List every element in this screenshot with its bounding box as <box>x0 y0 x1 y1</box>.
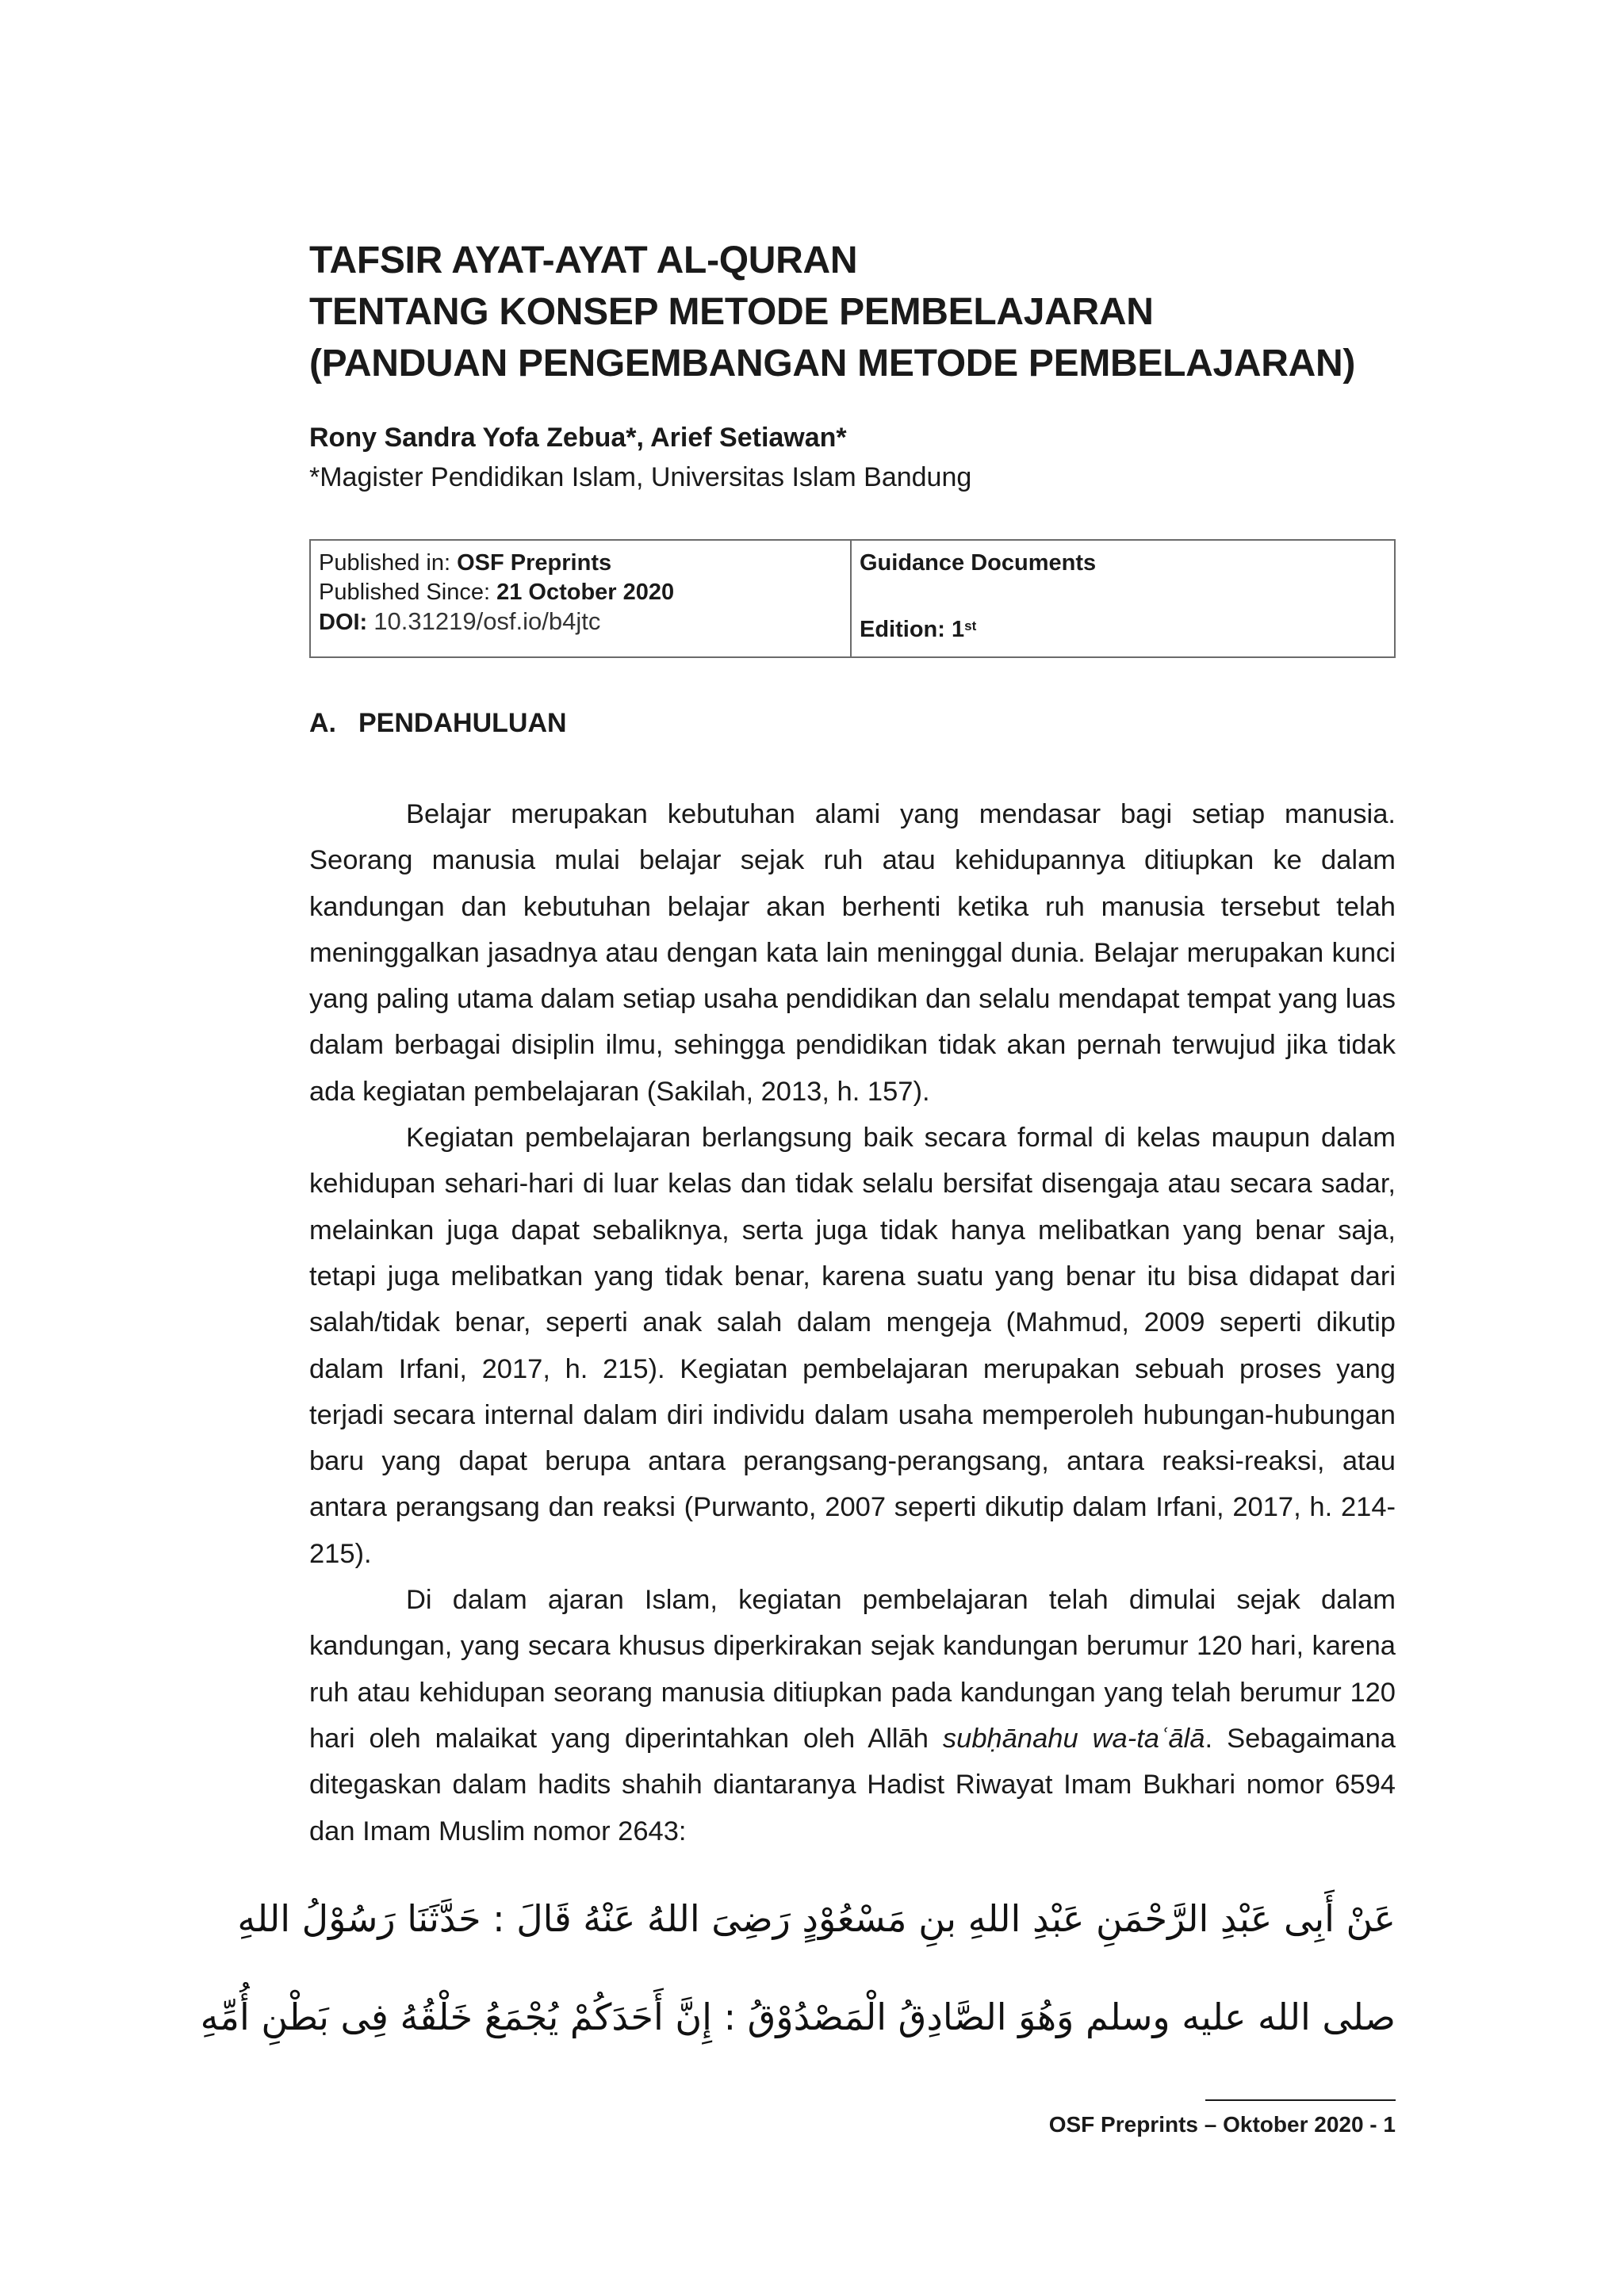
doi-label: DOI: <box>319 610 374 635</box>
affiliation: *Magister Pendidikan Islam, Universitas Islam Bandung <box>309 462 972 492</box>
doi <box>319 607 600 637</box>
publication-info-right <box>852 541 1394 656</box>
published-in <box>319 549 611 577</box>
section-heading <box>309 704 567 742</box>
footer-divider <box>1205 2099 1396 2101</box>
document-type <box>860 549 1096 577</box>
arabic-hadith-line-1: عَنْ أَبِى عَبْدِ الرَّحْمَنِ عَبْدِ اللهِ بنِ مَسْعُوْدٍ رَضِىَ اللهُ عَنْهُ قَالَ : حَدَّثَنَا رَسُوْلُ اللهِ <box>237 1897 1396 1940</box>
edition-label: Edition: 1 <box>860 617 965 642</box>
section-number: A. <box>309 708 336 738</box>
published-since-label: Published Since: <box>319 580 497 605</box>
published-since <box>319 578 674 607</box>
title-line-2: TENTANG KONSEP METODE PEMBELAJARAN <box>309 291 1154 333</box>
title-line-3: (PANDUAN PENGEMBANGAN METODE PEMBELAJARAN) <box>309 342 1356 385</box>
doi-value[interactable]: 10.31219/osf.io/b4jtc <box>373 607 601 635</box>
document-type-value: Guidance Documents <box>860 550 1097 576</box>
paragraph-3-italic: subḥānahu wa-taʿālā <box>942 1723 1205 1754</box>
published-in-label: Published in: <box>319 550 458 576</box>
authors: Rony Sandra Yofa Zebua*, Arief Setiawan* <box>309 423 847 453</box>
arabic-hadith-line-2: صلى الله عليه وسلم وَهُوَ الصَّادِقُ الْمَصْدُوْقُ : إِنَّ أَحَدَكُمْ يُجْمَعُ خَلْقُهُ فِى بَطْنِ أُمِّهِ <box>200 1996 1396 2038</box>
body-text <box>309 791 1396 1854</box>
paragraph-1: Belajar merupakan kebutuhan alami yang mendasar bagi setiap manusia. Seorang manusia mulai belajar sejak ruh atau kehidupannya ditiupkan ke dalam kandungan dan kebutuhan belajar akan berhenti ketika ruh manusia tersebut telah meninggalkan jasadnya atau dengan kata lain meninggal dunia. Belajar merupakan kunci yang paling utama dalam setiap usaha pendidikan dan selalu mendapat tempat yang luas dalam berbagai disiplin ilmu, sehingga pendidikan tidak akan pernah terwujud jika tidak ada kegiatan pembelajaran (Sakilah, 2013, h. 157). <box>309 799 1396 1107</box>
publication-info-left <box>311 541 852 656</box>
paragraph-3 <box>309 1577 1396 1854</box>
section-title: PENDAHULUAN <box>358 708 567 738</box>
title-line-1: TAFSIR AYAT-AYAT AL-QURAN <box>309 239 858 281</box>
edition-superscript: st <box>964 618 977 633</box>
page-footer: OSF Preprints – Oktober 2020 - 1 <box>1048 2112 1396 2137</box>
published-in-value: OSF Preprints <box>457 550 612 576</box>
published-since-value: 21 October 2020 <box>496 580 675 605</box>
publication-info-table <box>309 539 1396 658</box>
edition <box>860 615 976 644</box>
paragraph-3-text-b: . Sebagaimana ditegaskan dalam hadits shahih diantaranya Hadist Riwayat Imam Bukhari nomor 6594 dan Imam Muslim nomor 2643: <box>309 1723 1396 1846</box>
paper-title <box>309 235 1419 389</box>
paragraph-2: Kegiatan pembelajaran berlangsung baik secara formal di kelas maupun dalam kehidupan sehari-hari di luar kelas dan tidak selalu bersifat disengaja atau secara sadar, melainkan juga dapat sebaliknya, serta juga tidak hanya melibatkan yang benar saja, tetapi juga melibatkan yang tidak benar, karena suatu yang benar itu bisa didapat dari salah/tidak benar, seperti anak salah dalam mengeja (Mahmud, 2009 seperti dikutip dalam Irfani, 2017, h. 215). Kegiatan pembelajaran merupakan sebuah proses yang terjadi secara internal dalam diri individu dalam usaha memperoleh hubungan-hubungan baru yang dapat berupa antara perangsang-perangsang, antara reaksi-reaksi, atau antara perangsang dan reaksi (Purwanto, 2007 seperti dikutip dalam Irfani, 2017, h. 214-215). <box>309 1123 1396 1569</box>
paragraph-3-text-a: Di dalam ajaran Islam, kegiatan pembelajaran telah dimulai sejak dalam kandungan, yang secara khusus diperkirakan sejak kandungan berumur 120 hari, karena ruh atau kehidupan seorang manusia ditiupkan pada kandungan yang telah berumur 120 hari oleh malaikat yang diperintahkan oleh Allāh <box>309 1585 1396 1754</box>
